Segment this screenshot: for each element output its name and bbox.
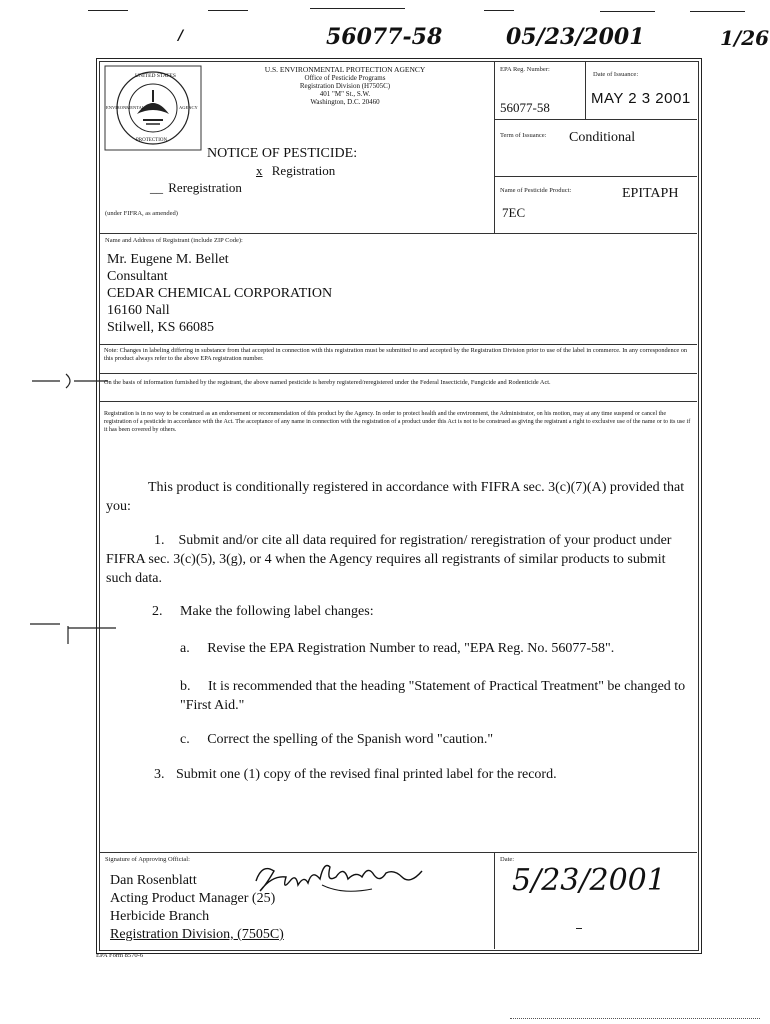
handwritten-page-number: 1/26 bbox=[720, 26, 770, 50]
date-dash bbox=[576, 928, 582, 929]
form-number: EPA Form 8570-6 bbox=[96, 952, 144, 959]
epa-reg-value: 56077-58 bbox=[500, 100, 550, 115]
city-address: Washington, D.C. 20460 bbox=[310, 98, 380, 106]
reg-number-bottom-line bbox=[494, 119, 697, 120]
header-divider-vertical bbox=[494, 61, 495, 233]
product-name-value-2: 7EC bbox=[502, 205, 526, 220]
under-fifra: (under FIFRA, as amended) bbox=[105, 210, 178, 217]
seal-text-left: ENVIRONMENTAL bbox=[106, 105, 145, 110]
office-name: Office of Pesticide Programs bbox=[304, 74, 386, 82]
date-label: Date: bbox=[500, 856, 515, 863]
reg-date-divider bbox=[585, 61, 586, 119]
agency-block bbox=[200, 66, 490, 106]
signature-divider bbox=[494, 852, 495, 949]
term-value: Conditional bbox=[569, 130, 636, 145]
epa-seal bbox=[103, 64, 203, 152]
signatory-block bbox=[110, 872, 284, 944]
signature-top-line bbox=[99, 852, 697, 853]
date-issuance-value: MAY 2 3 2001 bbox=[591, 90, 691, 107]
handwritten-reg-number: 56077-58 bbox=[326, 24, 443, 50]
registrant-label: Name and Address of Registrant (include ZIP Code): bbox=[105, 237, 243, 244]
reregistration-mark: __ bbox=[150, 180, 163, 195]
reregistration-label: Reregistration bbox=[168, 180, 242, 195]
note-bottom-line bbox=[99, 373, 697, 374]
item-2c-text: Correct the spelling of the Spanish word "caution." bbox=[207, 732, 494, 747]
top-edge-mark-5 bbox=[600, 11, 655, 12]
epa-reg-label: EPA Reg. Number: bbox=[500, 66, 550, 73]
registrant-street: 16160 Nall bbox=[107, 303, 170, 318]
intro-text: This product is conditionally registered in accordance with FIFRA sec. 3(c)(7)(A) provided that you: bbox=[106, 480, 685, 514]
item-1 bbox=[106, 531, 694, 588]
date-issuance-label: Date of Issuance: bbox=[593, 71, 639, 78]
left-margin-mark-2 bbox=[28, 618, 118, 646]
header-bottom-line bbox=[99, 233, 697, 234]
agency-name: U.S. ENVIRONMENTAL PROTECTION AGENCY bbox=[264, 65, 426, 74]
registration-disclaimer: Registration is in no way to be construed as an endorsement or recommendation of this product by the Agency. In order to protect health and the environment, the Administrator, on his motion, may at any time suspend or cancel the registration of a pesticide in accordance with the Act. The acceptance of any name in connection with the registration of a product under this Act is not to be construed as giving the registrant a right to exclusive use of the name or to its use if it has been covered by others. bbox=[104, 411, 691, 433]
term-label: Term of Issuance: bbox=[500, 132, 547, 139]
item-2c-letter: c. bbox=[180, 732, 190, 747]
handwritten-sign-date: 5/23/2001 bbox=[512, 863, 666, 898]
signatory-division: Registration Division, (7505C) bbox=[110, 927, 284, 942]
registrant-title: Consultant bbox=[107, 269, 168, 284]
item-2 bbox=[152, 602, 692, 621]
item-1-number: 1. bbox=[154, 533, 165, 548]
street-address: 401 "M" St., S.W. bbox=[319, 90, 371, 98]
item-2b-letter: b. bbox=[180, 679, 191, 694]
item-2c bbox=[180, 730, 692, 749]
product-name-value-1: EPITAPH bbox=[622, 186, 679, 201]
seal-text-top: UNITED STATES bbox=[135, 73, 176, 79]
item-2a-letter: a. bbox=[180, 641, 190, 656]
registrant-company: CEDAR CHEMICAL CORPORATION bbox=[107, 286, 333, 301]
item-2b bbox=[180, 677, 694, 715]
basis-bottom-line bbox=[99, 401, 697, 402]
signatory-name: Dan Rosenblatt bbox=[110, 873, 197, 888]
reregistration-checkbox bbox=[150, 180, 242, 196]
item-1-text: Submit and/or cite all data required for registration/ reregistration of your product under FIFRA sec. 3(c)(5), 3(g), or 4 when the Agency requires all registrants of similar products to submit such data. bbox=[106, 533, 672, 586]
registrant-city: Stilwell, KS 66085 bbox=[107, 320, 214, 335]
top-edge-mark-6 bbox=[690, 11, 745, 12]
handwritten-date: 05/23/2001 bbox=[506, 24, 645, 50]
item-2a bbox=[180, 639, 692, 658]
registration-mark: x bbox=[256, 163, 263, 178]
intro-paragraph bbox=[106, 478, 691, 516]
registrant-name: Mr. Eugene M. Bellet bbox=[107, 252, 229, 267]
product-name-label: Name of Pesticide Product: bbox=[500, 187, 572, 194]
registrant-address bbox=[107, 251, 332, 336]
labeling-note: Note: Changes in labeling differing in substance from that accepted in connection with this registration must be submitted to and accepted by the Registration Division prior to use of the label in commerce. In any correspondence on this product always refer to the above EPA registration number. bbox=[104, 347, 688, 362]
item-2b-text: It is recommended that the heading "Statement of Practical Treatment" be changed to "First Aid." bbox=[180, 679, 686, 713]
item-3 bbox=[154, 765, 694, 784]
top-edge-mark-3 bbox=[310, 8, 405, 9]
seal-text-right: AGENCY bbox=[179, 105, 198, 110]
registration-label: Registration bbox=[271, 163, 336, 178]
item-3-text: Submit one (1) copy of the revised final printed label for the record. bbox=[176, 767, 557, 782]
term-bottom-line bbox=[494, 176, 697, 177]
left-margin-mark-1 bbox=[30, 372, 110, 390]
item-3-number: 3. bbox=[154, 767, 165, 782]
seal-text-bottom: PROTECTION bbox=[136, 138, 168, 143]
item-2-text: Make the following label changes: bbox=[180, 604, 374, 619]
bottom-scan-marks bbox=[510, 1018, 760, 1021]
registration-checkbox bbox=[256, 163, 335, 179]
item-2-number: 2. bbox=[152, 604, 163, 619]
registrant-bottom-line bbox=[99, 344, 697, 345]
registration-basis: On the basis of information furnished by the registrant, the above named pesticide is hereby registered/reregistered under the Federal Insecticide, Fungicide and Rodenticide Act. bbox=[104, 379, 551, 386]
notice-title: NOTICE OF PESTICIDE: bbox=[207, 146, 358, 161]
item-2a-text: Revise the EPA Registration Number to read, "EPA Reg. No. 56077-58". bbox=[207, 641, 615, 656]
top-edge-mark-4 bbox=[484, 10, 514, 11]
top-edge-mark-1 bbox=[88, 10, 128, 11]
handwritten-top-mark: / bbox=[178, 28, 184, 44]
signatory-title: Acting Product Manager (25) bbox=[110, 891, 276, 906]
signatory-branch: Herbicide Branch bbox=[110, 909, 210, 924]
division-name: Registration Division (H7505C) bbox=[299, 82, 391, 90]
signature-label: Signature of Approving Official: bbox=[105, 856, 190, 863]
top-edge-mark-2 bbox=[208, 10, 248, 11]
